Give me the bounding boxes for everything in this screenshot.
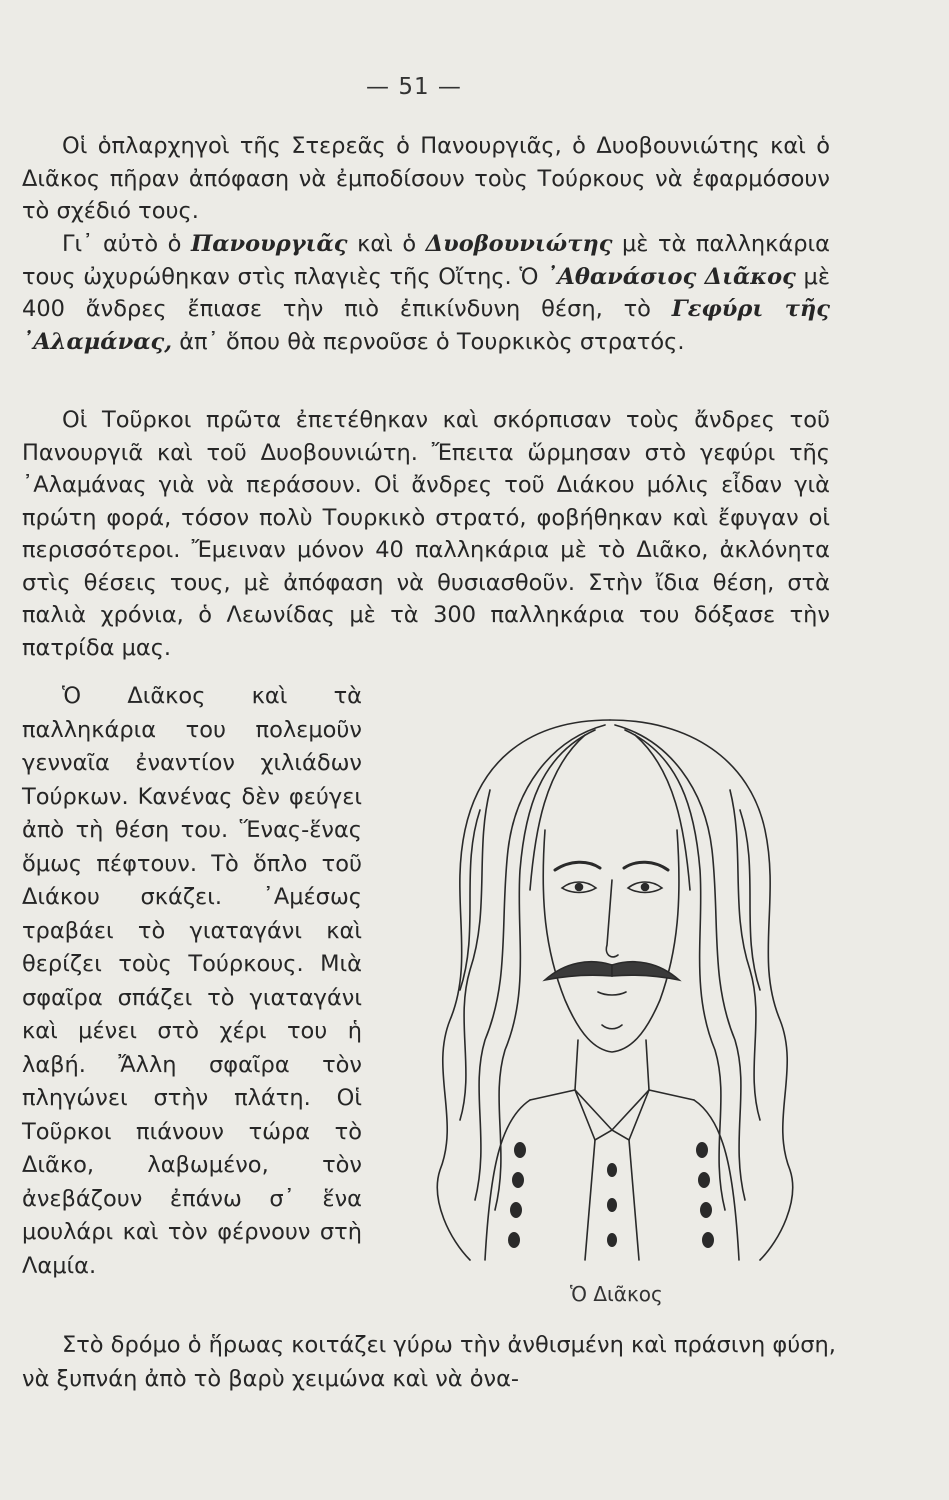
p2-text-3: μὲ τὰ παλληκάρια τους ὠχυρώθηκαν στὶς πλαγιὲς τῆς Οἴτης. Ὁ — [22, 231, 830, 290]
page-number: — 51 — — [366, 74, 462, 100]
p2-bold-gefyri-alamanas: Γεφύρι τῆς ᾿Αλαμάνας, — [22, 296, 830, 355]
p2-bold-panourgias: Πανουργιᾶς — [190, 231, 348, 257]
p2-text-5: ἀπ᾿ ὅπου θὰ περνοῦσε ὁ Τουρκικὸς στρατός. — [172, 328, 685, 355]
paragraph-3: Οἱ Τοῦρκοι πρῶτα ἐπετέθηκαν καὶ σκόρπισαν τοὺς ἄνδρες τοῦ Πανουργιᾶ καὶ τοῦ Δυοβουνιώτη. Ἔπειτα ὥρμησαν στὸ γεφύρι τῆς ᾿Αλαμάνας γιὰ νὰ περάσουν. Οἱ ἄνδρες τοῦ Διάκου μόλις εἶδαν γιὰ πρώτη φορά, τόσον πολὺ Τουρκικὸ στρατό, φοβήθηκαν καὶ ἔφυγαν οἱ περισσότεροι. Ἔμειναν μόνον 40 παλληκάρια μὲ τὸ Διᾶκο, ἀκλόνητα στὶς θέσεις τους, μὲ ἀπόφαση νὰ θυσιασθοῦν. Στὴν ἴδια θέση, στὰ παλιὰ χρόνια, ὁ Λεωνίδας μὲ τὰ 300 παλληκάρια του δόξασε τὴν πατρίδα μας. — [22, 407, 830, 661]
paragraph-2 — [22, 228, 830, 358]
p2-text-2: καὶ ὁ — [347, 231, 426, 257]
p2-bold-athanasios-diakos: ᾿Αθανάσιος Διᾶκος — [546, 263, 796, 290]
paragraph-1: Οἱ ὁπλαρχηγοὶ τῆς Στερεᾶς ὁ Πανουργιᾶς, ὁ Δυοβουνιώτης καὶ ὁ Διᾶκος πῆραν ἀπόφαση νὰ ἐμποδίσουν τοὺς Τούρκους νὰ ἐφαρμόσουν τὸ σχέδιό τους. — [22, 133, 830, 224]
p2-text-4: μὲ 400 ἄνδρες ἔπιασε τὴν πιὸ ἐπικίνδυνη θέση, τὸ — [22, 263, 831, 322]
p2-bold-dyovouniotis: Δυοβουνιώτης — [425, 231, 613, 257]
paragraph-4: Ὁ Διᾶκος καὶ τὰ παλληκάρια του πολεμοῦν γενναῖα ἐναντίον χιλιάδων Τούρκων. Κανένας δὲν φεύγει ἀπὸ τὴ θέση του. Ἕνας-ἕνας ὅμως πέφτουν. Τὸ ὅπλο τοῦ Διάκου σκάζει. ᾿Αμέσως τραβάει τὸ γιαταγάνι καὶ θερίζει τοὺς Τούρκους. Μιὰ σφαῖρα σπάζει τὸ γιαταγάνι καὶ μένει στὸ χέρι του ἡ λαβή. Ἄλλη σφαῖρα τὸν πληγώνει στὴν πλάτη. Οἱ Τοῦρκοι πιάνουν τώρα τὸ Διᾶκο, λαβωμένο, τὸν ἀνεβάζουν ἐπάνω σ᾿ ἕνα μουλάρι καὶ τὸν φέρνουν στὴ Λαμία. — [22, 683, 362, 1279]
diakos-portrait-illustration — [380, 700, 840, 1270]
paragraph-5: Στὸ δρόμο ὁ ἥρωας κοιτάζει γύρω τὴν ἀνθισμένη καὶ πράσινη φύση, νὰ ξυπνάη ἀπὸ τὸ βαρὺ χειμώνα καὶ νὰ ὀνα- — [22, 1332, 836, 1392]
portrait-caption: Ὁ Διᾶκος — [570, 1282, 663, 1306]
p2-text-1: Γι᾿ αὐτὸ ὁ — [62, 231, 191, 257]
